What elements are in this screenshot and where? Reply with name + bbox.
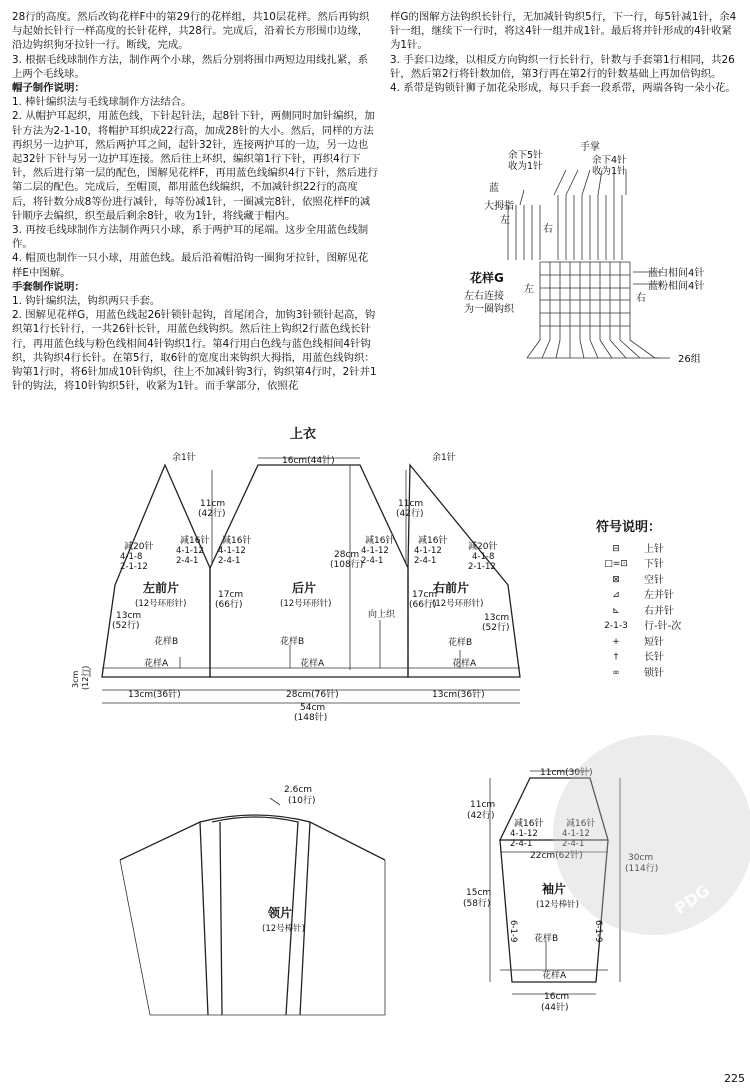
sleeve-cap-h: 11cm <box>470 800 496 810</box>
sweater-pattern-a-3: 花样A <box>452 659 477 669</box>
paragraph: 样G的图解方法钩织长针行，无加减针钩织5行，下一行，每5针减1针，余4针一组，继续下一行时，将这4针一组并成1针。最后将并针形成的4针收紧为1针。 <box>390 11 737 52</box>
glove-collect1b-label: 收为1针 <box>592 166 627 177</box>
paragraph: 28行的高度。然后改钩花样F中的第29行的花样组，共10层花样。然后再钩织与起始长针行一样高度的长针花样，共28行。完成后，沿着长方形围巾边缘，沿边钩织狗牙拉针一行。断线，完成。 <box>12 11 370 52</box>
symbol-row <box>596 619 681 635</box>
glove-blue-label: 蓝 <box>489 183 499 194</box>
glove-thumb-label: 大拇指 <box>484 201 514 212</box>
sweater-dec16-right-b: 2-4-1 <box>414 556 437 566</box>
sleeve-pattern-b: 花样B <box>534 934 559 944</box>
symbol-row <box>596 573 681 589</box>
section-heading: 手套制作说明： <box>12 280 85 293</box>
collar-needle: (12号棒针) <box>262 924 305 934</box>
sleeve-dec-r: 减16针 <box>566 819 596 829</box>
collar-diagram <box>120 785 385 1015</box>
sweater-side-l: 13cm <box>116 611 142 621</box>
sweater-dec16-back-r-b: 2-4-1 <box>361 556 384 566</box>
symbol-label: 下针 <box>644 559 664 570</box>
glove-row-note-2: 蓝粉相间4针 <box>648 281 705 292</box>
sleeve-total-h: 30cm <box>628 853 654 863</box>
sweater-pattern-b-1: 花样B <box>154 637 179 647</box>
sweater-left-front-needle: (12号环形针) <box>135 599 187 609</box>
sweater-body-h: 28cm <box>334 550 360 560</box>
symbol-glyph: 2-1-3 <box>604 621 628 631</box>
symbol-glyph: ⊠ <box>612 574 620 585</box>
symbol-label: 右并针 <box>644 605 674 617</box>
glove-palm-label: 手掌 <box>580 142 600 153</box>
sweater-top-width: 16cm(44针) <box>282 456 335 466</box>
sweater-right-front-needle: (12号环形针) <box>432 599 484 609</box>
sweater-pattern-a-2: 花样A <box>300 659 325 669</box>
sweater-neck-h-left-rows: (42行) <box>198 509 226 519</box>
paragraph: 4. 系带是钩锁针狮子加花朵形成，每只手套一段系带，两端各钩一朵小花。 <box>390 82 736 95</box>
symbol-glyph: † <box>613 652 619 662</box>
sweater-neck-h-right: 11cm <box>398 499 424 509</box>
sweater-w-right: 13cm(36针) <box>432 690 485 700</box>
symbol-label: 空针 <box>644 574 664 586</box>
sweater-dec16-left-a: 4-1-12 <box>176 546 204 556</box>
sweater-armhole-l: 17cm <box>218 590 244 600</box>
glove-collect1-label: 收为1针 <box>508 161 543 172</box>
sleeve-name: 袖片 <box>542 882 567 896</box>
sweater-dec16-left-b: 2-4-1 <box>176 556 199 566</box>
sweater-pattern-b-2: 花样B <box>280 637 305 647</box>
sleeve-pattern-a: 花样A <box>542 971 567 981</box>
sweater-side-r-rows: (52行) <box>482 623 510 633</box>
glove-chart <box>464 140 704 365</box>
sweater-armhole-r: 17cm <box>412 590 438 600</box>
sweater-w-left: 13cm(36针) <box>128 690 181 700</box>
section-heading: 帽子制作说明： <box>12 82 85 95</box>
sweater-neck-h-left: 11cm <box>200 499 226 509</box>
sleeve-inc-l: 6-1-9 <box>508 920 518 943</box>
sleeve-lower-rows: (58行) <box>463 899 491 909</box>
sweater-dec16-back-l: 减16针 <box>222 536 252 546</box>
paragraph: 3. 再按毛线球制作方法制作两只小球，系于两护耳的尾端。这步全用蓝色线制作。 <box>12 224 369 251</box>
sweater-hem-rows: (12行) <box>81 665 90 690</box>
sweater-body-h-rows: (108行) <box>330 560 364 570</box>
glove-rem4-label: 余下4针 <box>592 155 627 166</box>
symbol-label: 左并针 <box>644 590 674 601</box>
sweater-armhole-l-rows: (66行) <box>215 600 243 610</box>
paragraph: 3. 根据毛线球制作方法，制作两个小球，然后分别将围巾两短边用线扎紧，系上两个毛线球。 <box>12 53 369 80</box>
paragraph: 2. 从帽护耳起织，用蓝色线，下针起针法，起8针下针，两侧同时加针编织，加针方法为2-1-10，将帽护耳织成22行高，加成28针的大小。然后，同样的方法再织另一边护耳，然后两护耳之间，起针32针，连接两护耳的一边，另一边也起32针下针与另一边护耳连接。然后往上环织，编织第1行下针，再织4行下针，然后进行第一层的配色，图解见花样F，再用蓝色线编织4行下针，然后进行第二层的配色。完成后，至帽顶，都用蓝色线编织，不加减针织22行的高度后，将针数分成8等份进行减针，每等份减1针，一圈减完8针，依照花样F的减针顺序去编织，织至最后剩余8针，收为1针，将线藏于帽内。 <box>12 110 378 222</box>
sweater-dec16-back-l-a: 4-1-12 <box>218 546 246 556</box>
symbol-label: 上针 <box>644 543 664 555</box>
glove-right-label: 右 <box>543 224 553 235</box>
glove-right2-label: 右 <box>636 293 646 304</box>
symbol-glyph: □=⊡ <box>604 559 628 569</box>
sleeve-dec-l-a: 4-1-12 <box>510 829 538 839</box>
sweater-dec20-right-a: 4-1-8 <box>472 552 495 562</box>
symbol-label: 长针 <box>644 652 664 663</box>
symbol-row <box>596 650 681 666</box>
glove-left2-label: 左 <box>524 284 534 295</box>
sweater-dec16-right: 减16针 <box>418 536 448 546</box>
sleeve-dec-l: 减16针 <box>514 819 544 829</box>
sweater-title: 上衣 <box>290 427 317 442</box>
symbol-label: 锁针 <box>644 667 664 679</box>
paragraph: 3. 手套口边缘，以相反方向钩织一行长针行，针数与手套第1行相同，共26针，然后第2行将针数加倍，第3行再在第2行的针数基础上再加倍钩织。 <box>390 53 735 80</box>
symbol-glyph: ∞ <box>612 667 620 678</box>
symbol-legend-title: 符号说明： <box>596 520 662 535</box>
sleeve-dec-l-b: 2-4-1 <box>510 839 533 849</box>
pdg-watermark-text: PDG <box>670 880 714 919</box>
sweater-dec20-left: 减20针 <box>124 542 154 552</box>
sleeve-lower-h: 15cm <box>466 888 492 898</box>
collar-band-width: 2.6cm <box>284 785 313 795</box>
sweater-w-back: 28cm(76针) <box>286 690 339 700</box>
sweater-dec16-right-a: 4-1-12 <box>414 546 442 556</box>
sleeve-inc-r: 6-1-9 <box>593 920 603 943</box>
sweater-rem1-left: 余1针 <box>172 453 196 463</box>
symbol-glyph: ⊾ <box>612 605 620 616</box>
sweater-armhole-r-rows: (66行) <box>409 600 437 610</box>
paragraph: 4. 帽顶也制作一只小球，用蓝色线。最后沿着帽沿钩一圈狗牙拉针，图解见花样E中图解。 <box>12 252 369 279</box>
sweater-dec16-back-l-b: 2-4-1 <box>218 556 241 566</box>
glove-groups-label: 26组 <box>678 354 701 365</box>
paragraph: 2. 图解见花样G，用蓝色线起26针锁针起钩，首尾闭合，加钩3针锁针起高，钩织第1行长针行，一共26针长针，用蓝色线钩织。然后往上钩织2行蓝色线长针行，再用蓝色线与粉色线相间4针钩织1行。第4行用白色线与蓝色线相间4针钩织，共钩织4行长针。在第5行，取6针的宽度出来钩织大拇指，用蓝色线钩织：钩第1行时，将6针加成10针钩织，往上不加减针钩3行，钩织第4行时，2针并1针的钩法，将10针钩织5针，收紧为1针。而手掌部分，依照花 <box>12 309 377 393</box>
sleeve-dec-r-a: 4-1-12 <box>562 829 590 839</box>
sweater-neck-h-right-rows: (42行) <box>396 509 424 519</box>
glove-pattern-name: 花样G <box>470 271 504 285</box>
sweater-dec16-back-r-a: 4-1-12 <box>361 546 389 556</box>
sweater-side-r: 13cm <box>484 613 510 623</box>
symbol-label: 行-针-次 <box>644 621 682 632</box>
sweater-dec20-left-a: 4-1-8 <box>120 552 143 562</box>
sweater-rem1-right: 余1针 <box>432 453 456 463</box>
sweater-pattern-a-1: 花样A <box>144 659 169 669</box>
page-number: 225 <box>724 1072 745 1085</box>
collar-name: 领片 <box>268 906 293 920</box>
glove-join-note-2: 为一圈钩织 <box>464 304 514 315</box>
sweater-diagram <box>71 426 520 723</box>
symbol-row <box>596 542 681 558</box>
sleeve-bottom-sts: (44针) <box>541 1003 569 1013</box>
sleeve-total-rows: (114行) <box>625 864 659 874</box>
sweater-pattern-b-3: 花样B <box>448 638 473 648</box>
symbol-row <box>596 557 681 573</box>
paragraph: 1. 棒针编织法与毛线球制作方法结合。 <box>12 96 192 109</box>
glove-left-label: 左 <box>500 215 510 226</box>
sleeve-dec-r-b: 2-4-1 <box>562 839 585 849</box>
sweater-left-front: 左前片 <box>143 581 180 595</box>
sweater-hem: 3cm <box>71 670 80 688</box>
sweater-side-l-rows: (52行) <box>112 621 140 631</box>
sweater-w-total-sts: (148针) <box>294 713 328 723</box>
symbol-label: 短针 <box>644 636 664 648</box>
sweater-knit-up: 向上织 <box>368 610 396 620</box>
sleeve-needle: (12号棒针) <box>536 900 579 910</box>
glove-row-note-1: 蓝白相间4针 <box>648 268 705 279</box>
symbol-legend <box>596 520 681 681</box>
sweater-right-front: 右前片 <box>433 581 470 595</box>
symbol-row <box>596 666 681 682</box>
sweater-w-total: 54cm <box>300 703 326 713</box>
sweater-dec16-left: 减16针 <box>180 536 210 546</box>
glove-join-note-1: 左右连接 <box>464 291 504 302</box>
symbol-glyph: ⊟ <box>612 543 620 554</box>
symbol-row <box>596 635 681 651</box>
glove-rem5-label: 余下5针 <box>508 150 543 161</box>
sleeve-top: 11cm(30针) <box>540 768 593 778</box>
sleeve-mid: 22cm(62针) <box>530 851 583 861</box>
paragraph: 1. 钩针编织法，钩织两只手套。 <box>12 295 161 308</box>
symbol-row <box>596 588 681 604</box>
sweater-dec20-right-b: 2-1-12 <box>468 562 496 572</box>
sweater-back: 后片 <box>292 581 317 595</box>
sleeve-bottom: 16cm <box>544 992 570 1002</box>
collar-band-rows: (10行) <box>288 796 316 806</box>
symbol-row <box>596 604 681 620</box>
pdg-watermark <box>553 735 750 935</box>
sweater-back-needle: (12号环形针) <box>280 599 332 609</box>
symbol-glyph: ⊿ <box>612 590 620 600</box>
symbol-glyph: + <box>612 636 620 647</box>
sweater-dec20-right: 减20针 <box>468 542 498 552</box>
sweater-dec16-back-r: 减16针 <box>365 536 395 546</box>
sleeve-cap-rows: (42行) <box>467 811 495 821</box>
sweater-dec20-left-b: 2-1-12 <box>120 562 148 572</box>
